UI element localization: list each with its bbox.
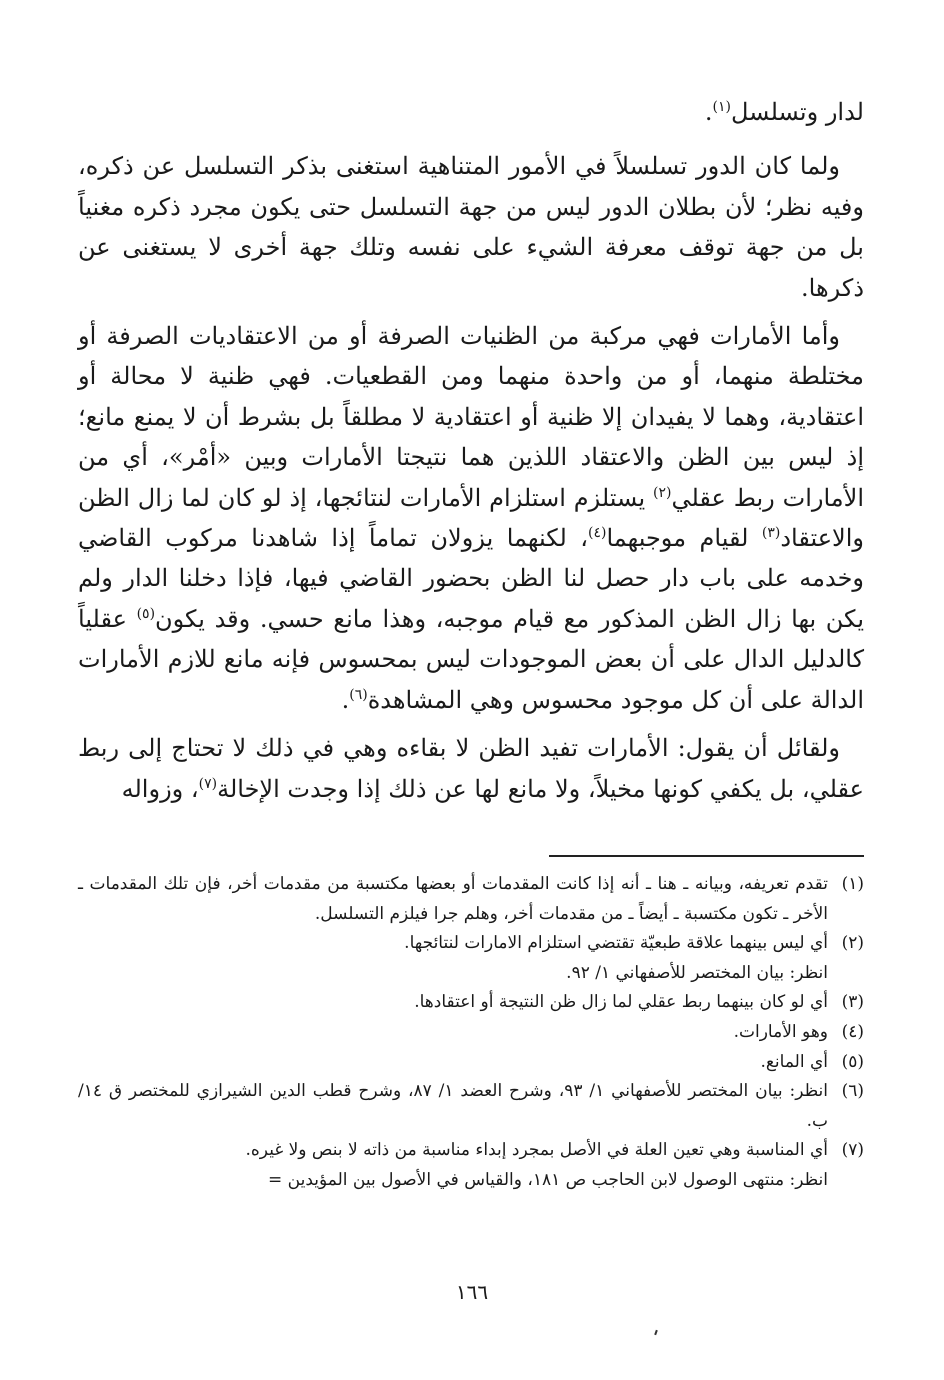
footnote-2-reference: انظر: بيان المختصر للأصفهاني ١/ ٩٢.: [566, 962, 828, 983]
paragraph-objection: ولقائل أن يقول: الأمارات تفيد الظن لا بقاءه وهي في ذلك لا تحتاج إلى ربط عقلي، بل يكفي كونها مخيلاً، ولا مانع لها عن ذلك إذا وجدت الإخالة$^{(٧)}$، وزواله: [78, 734, 864, 803]
footnote-text: أي المانع.: [760, 1051, 828, 1072]
scan-speck: [654, 1330, 658, 1335]
footnote-ref-4[interactable]: (٤): [588, 525, 607, 542]
footnote-number: (٦): [841, 1081, 864, 1102]
footnote-5: [78, 1048, 864, 1078]
footnote-text: أي ليس بينهما علاقة طبعيّة تقتضي استلزام الامارات لنتائجها.: [404, 933, 828, 954]
footnote-1: [78, 870, 864, 929]
paragraph-amarat: وأما الأمارات فهي مركبة من الظنيات الصرفة أو من الاعتقاديات الصرفة أو مختلطة منهما، أو من واحدة منهما ومن القطعيات. فهي ظنية لا محالة أو اعتقادية، وهما لا يفيدان إلا ظنية أو اعتقادية لا مطلقاً بل بشرط أن لا يمنع مانع؛ إذ ليس بين الظن والاعتقاد اللذين هما نتيجتا الأمارات وبين «أمْر»، أي من الأمارات ربط عقلي$^{(٢)}$ يستلزم استلزام الأمارات لنتائجها، إذ لو كان لما زال الظن والاعتقاد$^{(٣)}$ لقيام موجبهما$^{(٤)}$، لكنهما يزولان تماماً إذا شاهدنا مركوب القاضي وخدمه على باب دار حصل لنا الظن بحضور القاضي فيها، فإذا دخلنا الدار ولم يكن بها زال الظن المذكور مع قيام موجبه، وهذا مانع حسي. وقد يكون$^{(٥)}$ عقلياً كالدليل الدال على أن بعض الموجودات ليس بمحسوس فإنه مانع للازم الأمارات الدالة على أن كل موجود محسوس وهي المشاهدة$^{(٦)}$.: [78, 322, 865, 714]
footnote-text: انظر: بيان المختصر للأصفهاني ١/ ٩٣، وشرح العضد ١/ ٨٧، وشرح قطب الدين الشيرازي للمختصر ق ١٤/ ب.: [78, 1081, 828, 1131]
footnote-7: [78, 1136, 864, 1166]
footnote-number: (٤): [841, 1021, 864, 1042]
footnote-6: [78, 1077, 864, 1136]
footnote-number: (١): [841, 874, 864, 894]
footnotes: [78, 870, 864, 1196]
footnote-text: أي لو كان بينهما ربط عقلي لما زال ظن النتيجة أو اعتقادها.: [414, 992, 828, 1013]
footnote-ref-5[interactable]: (٥): [136, 605, 156, 622]
footnote-number: (٣): [841, 992, 864, 1013]
footnote-ref-2[interactable]: (٢): [652, 484, 672, 501]
footnote-ref-1[interactable]: (١): [712, 99, 731, 115]
footnote-ref-6[interactable]: (٦): [349, 686, 368, 703]
footnote-2: [78, 929, 864, 959]
footnote-text: أي المناسبة وهي تعين العلة في الأصل بمجرد إبداء مناسبة من ذاته لا بنص ولا غيره.: [245, 1140, 828, 1161]
footnote-7-reference: انظر: منتهى الوصول لابن الحاجب ص ١٨١، والقياس في الأصول بين المؤيدين =: [268, 1169, 828, 1190]
paragraph-dawr: ولما كان الدور تسلسلاً في الأمور المتناهية استغنى بذكر التسلسل عن ذكره، وفيه نظر؛ لأن بطلان الدور ليس من جهة التسلسل حتى يكون مجرد ذكره مغنياً بل من جهة توقف معرفة الشيء على نفسه وتلك جهة أخرى لا يستغنى عن ذكرها.: [78, 152, 864, 302]
footnote-text: تقدم تعريفه، وبيانه ـ هنا ـ أنه إذا كانت المقدمات أو بعضها مكتسبة من مقدمات أخر، فإن تلك المقدمات ـ الأخر ـ تكون مكتسبة ـ أيضاً ـ من مقدمات أخر، وهلم جرا فيلزم التسلسل.: [78, 874, 828, 924]
page-number: ١٦٦: [455, 1280, 489, 1304]
footnote-separator: [549, 855, 864, 857]
footnote-number: (٥): [841, 1051, 864, 1072]
footnote-4: [78, 1018, 864, 1048]
paragraph-continuation: لدار وتسلسل$^{(١)}$.: [704, 98, 864, 126]
main-text: [78, 92, 864, 817]
footnote-ref-7[interactable]: (٧): [198, 775, 218, 792]
footnote-3: [78, 988, 864, 1018]
footnote-number: (٧): [841, 1140, 864, 1161]
footnote-text: وهو الأمارات.: [733, 1021, 828, 1042]
footnote-number: (٢): [841, 933, 864, 954]
footnote-ref-3[interactable]: (٣): [761, 525, 781, 542]
